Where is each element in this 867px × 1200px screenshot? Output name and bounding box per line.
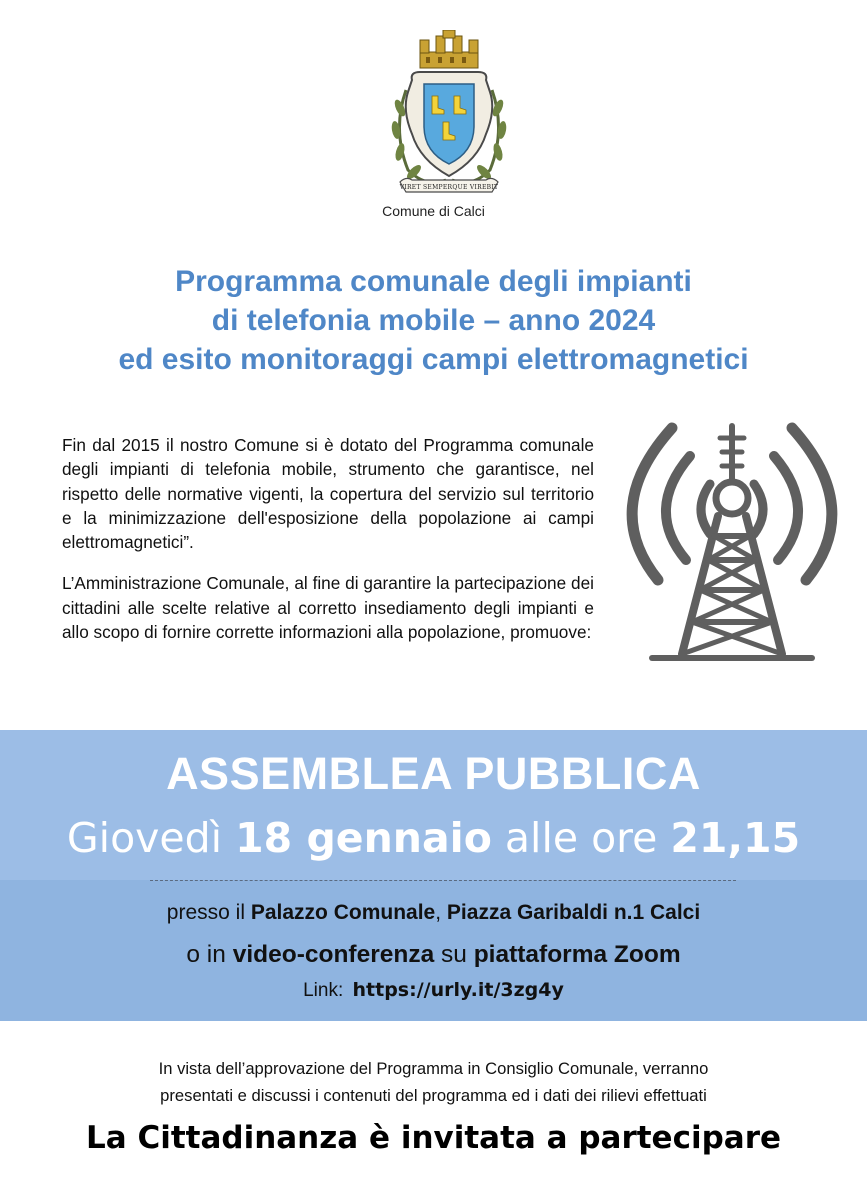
event-date: [0, 814, 867, 862]
date-prefix: Giovedì: [66, 814, 223, 862]
online-middle: su: [441, 941, 467, 968]
date-day: 18 gennaio: [235, 814, 492, 862]
event-link: [0, 979, 867, 1002]
zoom-link[interactable]: https://urly.it/3zg4y: [352, 979, 564, 1001]
date-time: 21,15: [670, 814, 801, 862]
online-prefix: o in: [186, 941, 226, 968]
intro-paragraph-1: Fin dal 2015 il nostro Comune si è dotato del Programma comunale degli impianti di telefonia mobile, strumento che garantisce, nel rispetto delle normative vigenti, la copertura del servizio sul territorio e la minimizzazione dell'esposizione della popolazione ai campi elettromagnetici”.: [62, 435, 594, 553]
comune-name: Comune di Calci: [382, 203, 485, 219]
notice-line-2: presentati e discussi i contenuti del programma ed i dati dei rilievi effettuati: [160, 1086, 707, 1105]
event-online: [0, 941, 867, 969]
title-line-1: Programma comunale degli impianti: [175, 265, 692, 298]
venue-separator: ,: [435, 901, 442, 924]
venue-prefix: presso il: [166, 901, 245, 924]
svg-text:VIRET SEMPERQUE VIREBIT: VIRET SEMPERQUE VIREBIT: [399, 184, 499, 191]
online-platform: piattaforma Zoom: [473, 941, 681, 968]
radio-tower-icon: [612, 418, 852, 670]
event-banner: [0, 730, 867, 1021]
intro-paragraph-2: L’Amministrazione Comunale, al fine di garantire la partecipazione dei cittadini alle scelte relative al corretto insediamento degli impianti e allo scopo di fornire corrette informazioni alla popolazione, promuove:: [62, 573, 594, 643]
intro-text: [62, 433, 594, 661]
online-mode: video-conferenza: [232, 941, 435, 968]
date-middle: alle ore: [504, 814, 658, 862]
title-line-3: ed esito monitoraggi campi elettromagnetici: [118, 343, 749, 376]
invitation: La Cittadinanza è invitata a partecipare: [85, 1120, 782, 1156]
page-title: [0, 262, 867, 379]
event-venue: [0, 901, 867, 925]
coat-of-arms-icon: [386, 30, 512, 200]
title-line-2: di telefonia mobile – anno 2024: [211, 304, 656, 337]
divider: [150, 880, 736, 881]
event-heading: ASSEMBLEA PUBBLICA: [166, 748, 701, 799]
notice-text: [0, 1055, 867, 1109]
link-label: Link:: [303, 980, 344, 1001]
notice-line-1: In vista dell’approvazione del Programma in Consiglio Comunale, verranno: [158, 1059, 709, 1078]
venue-address: Piazza Garibaldi n.1 Calci: [446, 901, 701, 924]
venue-place: Palazzo Comunale: [250, 901, 436, 924]
